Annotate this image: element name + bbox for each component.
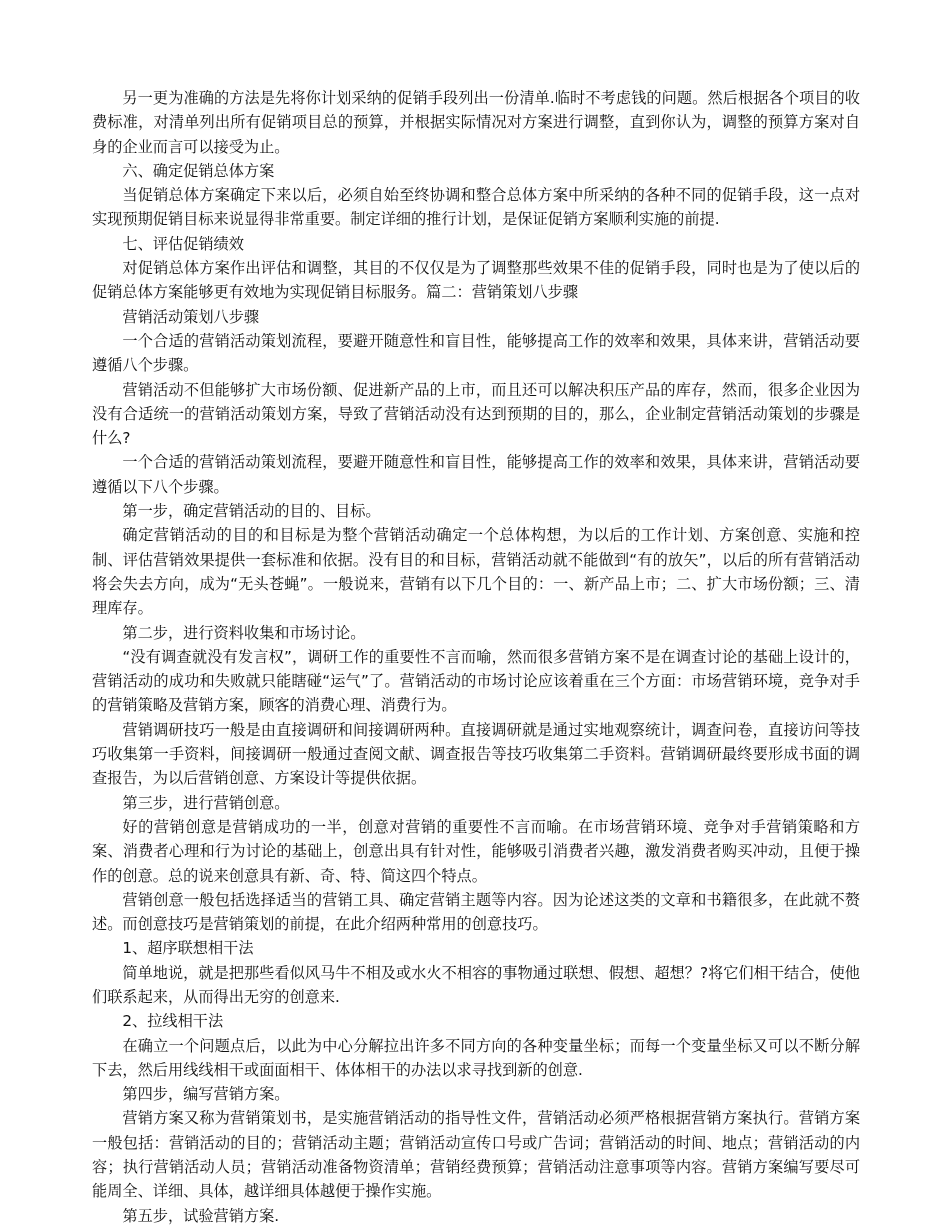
step-heading: 第五步，试验营销方案.	[122, 1206, 280, 1225]
section-heading: 七、评估促销绩效	[122, 234, 244, 253]
paragraph: 另一更为准确的方法是先将你计划采纳的促销手段列出一份清单.临时不考虑钱的问题。然后根据各个项目的收费标准，对清单列出所有促销项目总的预算，并根据实际情况对方案进行调整，直到你认为，调整的预算方案对自身的企业而言可以接受为止。	[92, 89, 860, 156]
section-heading: 六、确定促销总体方案	[122, 161, 275, 180]
step-heading: 第一步，确定营销活动的目的、目标。	[122, 502, 381, 521]
paragraph: “没有调查就没有发言权”，调研工作的重要性不言而喻，然而很多营销方案不是在调查讨论的基础上设计的，营销活动的成功和失败就只能瞎碰“运气”了。营销活动的市场讨论应该着重在三个方面：市场营销环境，竞争对手的营销策略及营销方案，顾客的消费心理、消费行为。	[92, 647, 860, 715]
method-heading: 2、拉线相干法	[122, 1012, 224, 1031]
paragraph: 简单地说，就是把那些看似风马牛不相及或水火不相容的事物通过联想、假想、超想？?将它们相干结合，使他们联系起来，从而得出无穷的创意来.	[92, 963, 860, 1006]
step-heading: 第四步，编写营销方案。	[122, 1085, 290, 1104]
article-title: 营销活动策划八步骤	[122, 307, 260, 326]
paragraph: 营销方案又称为营销策划书，是实施营销活动的指导性文件，营销活动必须严格根据营销方案执行。营销方案一般包括：营销活动的目的；营销活动主题；营销活动宣传口号或广告词；营销活动的时间、地点；营销活动的内容；执行营销活动人员；营销活动准备物资清单；营销经费预算；营销活动注意事项等内容。营销方案编写要尽可能周全、详细、具体，越详细具体越便于操作实施。	[92, 1109, 860, 1201]
paragraph: 一个合适的营销活动策划流程，要避开随意性和盲目性，能够提高工作的效率和效果，具体来讲，营销活动要遵循以下八个步骤。	[92, 453, 860, 496]
paragraph: 确定营销活动的目的和目标是为整个营销活动确定一个总体构想，为以后的工作计划、方案创意、实施和控制、评估营销效果提供一套标准和依据。没有目的和目标，营销活动就不能做到“有的放矢”，以后的所有营销活动将会失去方向，成为“无头苍蝇”。一般说来，营销有以下几个目的：一、新产品上市；二、扩大市场份额；三、清理库存。	[92, 526, 860, 618]
document-body	[92, 86, 860, 1228]
method-heading: 1、超序联想相干法	[122, 939, 254, 958]
step-heading: 第三步，进行营销创意。	[122, 793, 290, 812]
paragraph: 一个合适的营销活动策划流程，要避开随意性和盲目性，能够提高工作的效率和效果，具体来讲，营销活动要遵循八个步骤。	[92, 331, 860, 375]
paragraph: 对促销总体方案作出评估和调整，其目的不仅仅是为了调整那些效果不佳的促销手段，同时也是为了使以后的促销总体方案能够更有效地为实现促销目标服务。篇二：营销策划八步骤	[92, 259, 860, 302]
paragraph: 当促销总体方案确定下来以后，必须自始至终协调和整合总体方案中所采纳的各种不同的促销手段，这一点对实现预期促销目标来说显得非常重要。制定详细的推行计划，是保证促销方案顺利实施的前提.	[92, 186, 860, 229]
paragraph: 营销活动不但能够扩大市场份额、促进新产品的上市，而且还可以解决积压产品的库存，然而，很多企业因为没有合适统一的营销活动策划方案，导致了营销活动没有达到预期的目的，那么，企业制定营销活动策划的步骤是什么?	[92, 380, 860, 448]
step-heading: 第二步，进行资料收集和市场讨论。	[122, 623, 366, 642]
paragraph: 营销创意一般包括选择适当的营销工具、确定营销主题等内容。因为论述这类的文章和书籍很多，在此就不赘述。而创意技巧是营销策划的前提，在此介绍两种常用的创意技巧。	[92, 890, 860, 934]
paragraph: 好的营销创意是营销成功的一半，创意对营销的重要性不言而喻。在市场营销环境、竞争对手营销策略和方案、消费者心理和行为讨论的基础上，创意出具有针对性，能够吸引消费者兴趣，激发消费者购买冲动，且便于操作的创意。总的说来创意具有新、奇、特、简这四个特点。	[92, 817, 860, 885]
paragraph: 营销调研技巧一般是由直接调研和间接调研两种。直接调研就是通过实地观察统计，调查问卷，直接访问等技巧收集第一手资料，间接调研一般通过查阅文献、调查报告等技巧收集第二手资料。营销调研最终要形成书面的调查报告，为以后营销创意、方案设计等提供依据。	[92, 720, 860, 788]
paragraph: 在确立一个问题点后，以此为中心分解拉出许多不同方向的各种变量坐标；而每一个变量坐标又可以不断分解下去，然后用线线相干或面面相干、体体相干的办法以求寻找到新的创意.	[92, 1036, 860, 1079]
